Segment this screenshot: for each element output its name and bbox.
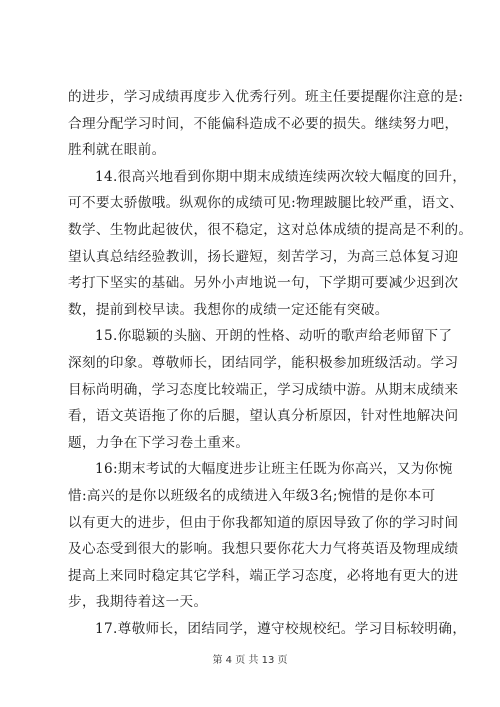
text-line: 题，力争在下学习卷土重来。 [68, 434, 250, 451]
text-line: 可不要太骄傲哦。纵观你的成绩可见:物理跛腿比较严重，语文、 [68, 195, 464, 212]
text-line: 望认真总结经验教训，扬长避短，刻苦学习，为高三总体复习迎 [68, 248, 459, 265]
text-line: 16:期末考试的大幅度进步让班主任既为你高兴，又为你惋 [95, 461, 453, 478]
text-line: 的进步，学习成绩再度步入优秀行列。班主任要提醒你注意的是: [68, 89, 464, 105]
text-line: 数，提前到校早读。我想你的成绩一定还能有突破。 [68, 301, 389, 318]
paragraph-14 [68, 164, 473, 324]
text-line: 17.尊敬师长，团结同学，遵守校规校纪。学习目标较明确， [95, 620, 467, 637]
text-line: 看，语文英语拖了你的后腿，望认真分析原因，针对性地解决问 [68, 408, 459, 425]
paragraph-15 [68, 323, 459, 456]
text-line: 以有更大的进步，但由于你我都知道的原因导致了你的学习时间 [68, 514, 459, 531]
paragraph-13-continued [68, 84, 464, 164]
text-line: 惜:高兴的是你以班级名的成绩进入年级3名;惋惜的是你本可 [68, 487, 436, 504]
text-line: 15.你聪颖的头脑、开朗的性格、动听的歌声给老师留下了 [95, 328, 453, 345]
text-line: 合理分配学习时间，不能偏科造成不必要的损失。继续努力吧， [68, 115, 459, 132]
page-footer [0, 651, 500, 666]
text-line: 数学、生物此起彼伏，很不稳定，这对总体成绩的提高是不利的。 [68, 221, 473, 238]
text-line: 胜利就在眼前。 [68, 142, 166, 159]
paragraph-16 [68, 456, 459, 616]
text-line: 深刻的印象。尊敬师长，团结同学，能积极参加班级活动。学习 [68, 354, 459, 371]
text-line: 14.很高兴地看到你期中期末成绩连续两次较大幅度的回升， [95, 168, 467, 185]
text-line: 提高上来同时稳定其它学科，端正学习态度，必将地有更大的进 [68, 567, 459, 584]
paragraph-17 [68, 616, 467, 643]
page-number-label: 第 4 页 共 13 页 [212, 655, 288, 666]
text-line: 及心态受到很大的影响。我想只要你花大力气将英语及物理成绩 [68, 541, 459, 558]
text-line: 考打下坚实的基础。另外小声地说一句，下学期可要减少迟到次 [68, 275, 459, 292]
text-line: 步，我期待着这一天。 [68, 594, 208, 611]
document-body [68, 84, 473, 642]
text-line: 目标尚明确，学习态度比较端正，学习成绩中游。从期末成绩来 [68, 381, 459, 398]
